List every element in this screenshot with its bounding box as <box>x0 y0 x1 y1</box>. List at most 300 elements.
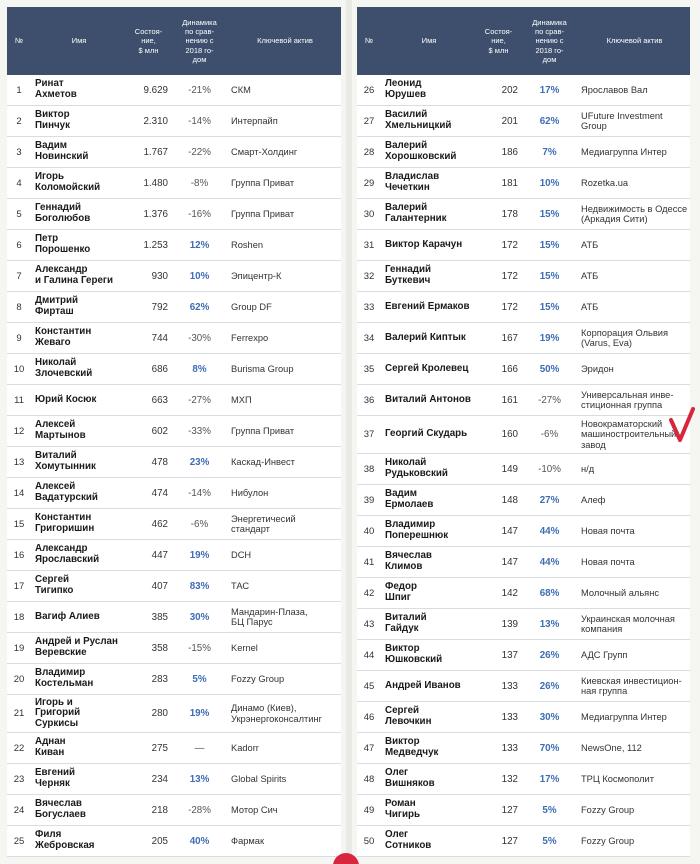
asset-cell: Fozzy Group <box>231 673 285 684</box>
name-cell: Вадим Ермолаев <box>385 488 434 510</box>
asset-cell: Киевская инвестицион- ная группа <box>581 675 682 696</box>
name-cell: Владимир Поперешнюк <box>385 519 449 541</box>
asset-cell: Молочный альянс <box>581 587 660 598</box>
asset-cell: АТБ <box>581 301 599 312</box>
table-row <box>7 826 341 857</box>
change-cell: 5% <box>192 673 207 685</box>
name-cell: Игорь Коломойский <box>35 171 101 193</box>
change-cell: 44% <box>539 525 560 537</box>
change-cell: -28% <box>188 804 211 816</box>
rank-cell: 3 <box>16 146 22 158</box>
wealth-cell: 149 <box>501 463 518 475</box>
column-divider <box>346 0 352 864</box>
name-cell: Валерий Хорошковский <box>385 140 457 162</box>
rank-cell: 47 <box>363 742 375 754</box>
table-row <box>357 454 690 485</box>
name-cell: Андрей и Руслан Веревские <box>35 636 118 658</box>
wealth-cell: 127 <box>501 835 518 847</box>
table-row <box>7 385 341 416</box>
change-cell: 23% <box>189 456 210 468</box>
name-cell: Василий Хмельницкий <box>385 109 452 131</box>
wealth-cell: 9.629 <box>143 84 168 96</box>
rank-cell: 2 <box>16 115 22 127</box>
rank-cell: 45 <box>363 680 375 692</box>
rank-cell: 27 <box>363 115 375 127</box>
asset-cell: Нибулон <box>231 487 269 498</box>
change-cell: 62% <box>539 115 560 127</box>
rank-cell: 21 <box>13 708 25 719</box>
header-dynamics: Динамика по срав- нению с 2018 го- дом <box>182 17 217 65</box>
asset-cell: Новая почта <box>581 525 635 536</box>
wealth-cell: 686 <box>151 363 168 375</box>
asset-cell: Эпицентр-К <box>231 270 282 281</box>
rank-cell: 12 <box>13 425 25 437</box>
header-wealth: Состоя- ние, $ млн <box>484 26 513 55</box>
name-cell: Евгений Ермаков <box>385 300 470 312</box>
wealth-cell: 137 <box>501 649 518 661</box>
asset-cell: Burisma Group <box>231 363 294 374</box>
change-cell: -22% <box>188 146 211 158</box>
change-cell: 15% <box>539 270 560 282</box>
table-row <box>357 609 690 640</box>
change-cell: 26% <box>539 680 560 692</box>
table-row <box>7 695 341 733</box>
change-cell: 70% <box>539 742 560 754</box>
rank-cell: 17 <box>13 580 25 592</box>
change-cell: — <box>194 742 205 754</box>
wealth-cell: 1.376 <box>143 208 168 220</box>
table-row <box>7 633 341 664</box>
rank-cell: 37 <box>363 429 375 440</box>
name-cell: Петр Порошенко <box>35 233 91 255</box>
rank-cell: 49 <box>363 804 375 816</box>
change-cell: -27% <box>538 394 561 406</box>
change-cell: -10% <box>538 463 561 475</box>
wealth-cell: 930 <box>151 270 168 282</box>
wealth-cell: 218 <box>151 804 168 816</box>
asset-cell: Fozzy Group <box>581 835 635 846</box>
name-cell: Вадим Новинский <box>35 140 89 162</box>
wealth-cell: 474 <box>151 487 168 499</box>
table-row <box>357 640 690 671</box>
change-cell: 17% <box>539 773 560 785</box>
asset-cell: Универсальная инве- стиционная группа <box>581 389 674 410</box>
asset-cell: АТБ <box>581 239 599 250</box>
rank-cell: 10 <box>13 363 25 375</box>
change-cell: -6% <box>190 518 209 530</box>
rank-cell: 43 <box>363 618 375 630</box>
name-cell: Геннадий Боголюбов <box>35 202 91 224</box>
change-cell: 15% <box>539 301 560 313</box>
name-cell: Аднан Киван <box>35 736 66 758</box>
name-cell: Геннадий Буткевич <box>385 264 432 286</box>
wealth-cell: 178 <box>501 208 518 220</box>
header-num: № <box>364 36 374 46</box>
name-cell: Алексей Вадатурский <box>35 481 98 503</box>
rank-cell: 50 <box>363 835 375 847</box>
asset-cell: СКМ <box>231 84 251 95</box>
table-row <box>357 106 690 137</box>
asset-cell: Group DF <box>231 301 272 312</box>
name-cell: Олег Вишняков <box>385 767 435 789</box>
rank-cell: 15 <box>13 518 25 530</box>
table-row <box>7 106 341 137</box>
wealth-cell: 663 <box>151 394 168 406</box>
table-row <box>7 168 341 199</box>
change-cell: -21% <box>188 84 211 96</box>
table-row <box>7 323 341 354</box>
asset-cell: Украинская молочная компания <box>581 613 675 634</box>
name-cell: Виктор Медведчук <box>385 736 439 758</box>
header-name: Имя <box>71 36 87 46</box>
rank-cell: 11 <box>14 394 24 406</box>
wealth-cell: 358 <box>151 642 168 654</box>
name-cell: Олег Сотников <box>385 829 432 851</box>
table-header <box>357 7 690 75</box>
name-cell: Сергей Левочкин <box>385 705 432 727</box>
asset-cell: ТАС <box>231 580 250 591</box>
asset-cell: Новая почта <box>581 556 635 567</box>
change-cell: 30% <box>539 711 560 723</box>
table-row <box>357 671 690 702</box>
change-cell: 17% <box>539 84 560 96</box>
table-row <box>7 795 341 826</box>
table-row <box>357 199 690 230</box>
asset-cell: Ferrexpo <box>231 332 269 343</box>
rank-cell: 26 <box>363 84 375 96</box>
change-cell: 19% <box>539 332 560 344</box>
change-cell: -27% <box>188 394 211 406</box>
change-cell: 19% <box>189 708 210 719</box>
rank-cell: 6 <box>16 239 22 251</box>
rank-cell: 20 <box>13 673 25 685</box>
header-asset: Ключевой актив <box>606 36 663 46</box>
rank-cell: 44 <box>363 649 375 661</box>
change-cell: -33% <box>188 425 211 437</box>
name-cell: Виталий Гайдук <box>385 612 427 634</box>
change-cell: 15% <box>539 239 560 251</box>
table-header <box>7 7 341 75</box>
rank-cell: 24 <box>13 804 25 816</box>
rank-cell: 35 <box>363 363 375 375</box>
header-dynamics: Динамика по срав- нению с 2018 го- дом <box>532 17 567 65</box>
table-row <box>357 485 690 516</box>
table-row <box>7 292 341 323</box>
table-row <box>357 385 690 416</box>
asset-cell: Global Spirits <box>231 773 287 784</box>
wealth-cell: 133 <box>501 680 518 692</box>
rank-cell: 8 <box>16 301 22 313</box>
wealth-cell: 172 <box>501 301 518 313</box>
rank-cell: 31 <box>363 239 375 251</box>
wealth-cell: 147 <box>501 525 518 537</box>
wealth-cell: 385 <box>151 611 168 623</box>
change-cell: 26% <box>539 649 560 661</box>
table-row <box>7 137 341 168</box>
header-name: Имя <box>421 36 437 46</box>
table-row <box>7 478 341 509</box>
rank-cell: 30 <box>363 208 375 220</box>
rank-cell: 1 <box>16 84 22 96</box>
wealth-cell: 147 <box>501 556 518 568</box>
rank-cell: 22 <box>13 742 25 754</box>
rank-cell: 14 <box>13 487 25 499</box>
rank-cell: 33 <box>363 301 375 313</box>
name-cell: Юрий Косюк <box>35 393 97 405</box>
table-row <box>7 447 341 478</box>
asset-cell: Мандарин-Плаза, БЦ Парус <box>231 606 308 627</box>
table-row <box>7 416 341 447</box>
rank-cell: 19 <box>13 642 25 654</box>
change-cell: 83% <box>189 580 210 592</box>
name-cell: Евгений Черняк <box>35 767 76 789</box>
table-body <box>357 75 690 857</box>
change-cell: -6% <box>540 429 559 440</box>
wealth-cell: 202 <box>501 84 518 96</box>
rank-cell: 32 <box>363 270 375 282</box>
table-row <box>357 168 690 199</box>
rank-cell: 40 <box>363 525 375 537</box>
change-cell: 50% <box>539 363 560 375</box>
asset-cell: Алеф <box>581 494 606 505</box>
name-cell: Вячеслав Климов <box>385 550 432 572</box>
asset-cell: Энергетичесий стандарт <box>231 513 296 534</box>
rank-cell: 39 <box>363 494 375 506</box>
table-row <box>357 702 690 733</box>
rank-cell: 4 <box>16 177 22 189</box>
name-cell: Вагиф Алиев <box>35 610 100 622</box>
asset-cell: Интерпайп <box>231 115 278 126</box>
change-cell: 8% <box>192 363 207 375</box>
name-cell: Владимир Костельман <box>35 667 94 689</box>
wealth-cell: 2.310 <box>143 115 168 127</box>
name-cell: Виктор Пинчук <box>35 109 71 131</box>
asset-cell: NewsOne, 112 <box>581 742 642 753</box>
change-cell: 30% <box>189 611 210 623</box>
asset-cell: Медиагруппа Интер <box>581 711 667 722</box>
change-cell: 68% <box>539 587 560 599</box>
rank-cell: 46 <box>363 711 375 723</box>
wealth-cell: 205 <box>151 835 168 847</box>
rank-cell: 41 <box>363 556 375 568</box>
wealth-cell: 172 <box>501 270 518 282</box>
name-cell: Филя Жебровская <box>35 829 95 851</box>
table-row <box>357 764 690 795</box>
table-row <box>7 571 341 602</box>
wealth-cell: 160 <box>501 429 518 440</box>
change-cell: 44% <box>539 556 560 568</box>
name-cell: Андрей Иванов <box>385 679 461 691</box>
asset-cell: Rozetka.ua <box>581 177 629 188</box>
table-row <box>7 354 341 385</box>
change-cell: 10% <box>189 270 210 282</box>
header-num: № <box>14 36 24 46</box>
wealth-cell: 132 <box>501 773 518 785</box>
rank-cell: 42 <box>363 587 375 599</box>
change-cell: -15% <box>188 642 211 654</box>
rich-list-table-left <box>7 7 341 857</box>
change-cell: 13% <box>189 773 210 785</box>
rank-cell: 25 <box>13 835 25 847</box>
table-row <box>7 664 341 695</box>
asset-cell: Каскад-Инвест <box>231 456 295 467</box>
wealth-cell: 186 <box>501 146 518 158</box>
name-cell: Виктор Юшковский <box>385 643 443 665</box>
name-cell: Николай Рудьковский <box>385 457 448 479</box>
table-row <box>357 323 690 354</box>
asset-cell: DCH <box>231 549 252 560</box>
asset-cell: Эридон <box>581 363 614 374</box>
name-cell: Александр и Галина Гереги <box>35 264 113 286</box>
name-cell: Виталий Антонов <box>385 393 471 405</box>
wealth-cell: 280 <box>151 708 168 719</box>
change-cell: -16% <box>188 208 211 220</box>
rank-cell: 48 <box>363 773 375 785</box>
rank-cell: 23 <box>13 773 25 785</box>
name-cell: Николай Злочевский <box>35 357 93 379</box>
rank-cell: 13 <box>13 456 25 468</box>
asset-cell: Недвижимость в Одессе (Аркадия Сити) <box>581 203 688 224</box>
wealth-cell: 167 <box>501 332 518 344</box>
asset-cell: Фармак <box>231 835 265 846</box>
table-row <box>357 230 690 261</box>
wealth-cell: 148 <box>501 494 518 506</box>
table-row <box>357 416 690 454</box>
table-row <box>7 602 341 633</box>
name-cell: Ринат Ахметов <box>35 78 77 100</box>
header-wealth: Состоя- ние, $ млн <box>134 26 163 55</box>
table-row <box>357 547 690 578</box>
asset-cell: Fozzy Group <box>581 804 635 815</box>
rank-cell: 16 <box>13 549 25 561</box>
table-row <box>357 795 690 826</box>
asset-cell: Группа Приват <box>231 208 295 219</box>
wealth-cell: 181 <box>501 177 518 189</box>
rank-cell: 29 <box>363 177 375 189</box>
wealth-cell: 447 <box>151 549 168 561</box>
table-row <box>7 764 341 795</box>
table-row <box>7 199 341 230</box>
asset-cell: Группа Приват <box>231 425 295 436</box>
change-cell: -8% <box>190 177 209 189</box>
wealth-cell: 127 <box>501 804 518 816</box>
table-row <box>357 137 690 168</box>
rank-cell: 7 <box>16 270 22 282</box>
name-cell: Валерий Галантерник <box>385 202 447 224</box>
asset-cell: ТРЦ Космополит <box>581 773 655 784</box>
name-cell: Георгий Скударь <box>385 428 468 440</box>
table-row <box>357 516 690 547</box>
change-cell: 10% <box>539 177 560 189</box>
table-row <box>357 354 690 385</box>
wealth-cell: 602 <box>151 425 168 437</box>
name-cell: Дмитрий Фирташ <box>35 295 79 317</box>
asset-cell: АДС Групп <box>581 649 628 660</box>
wealth-cell: 172 <box>501 239 518 251</box>
wealth-cell: 166 <box>501 363 518 375</box>
asset-cell: Медиагруппа Интер <box>581 146 667 157</box>
name-cell: Роман Чигирь <box>385 798 421 820</box>
rank-cell: 5 <box>16 208 22 220</box>
wealth-cell: 1.253 <box>143 239 168 251</box>
wealth-cell: 133 <box>501 742 518 754</box>
change-cell: 62% <box>189 301 210 313</box>
rank-cell: 38 <box>363 463 375 475</box>
rank-cell: 18 <box>13 611 25 623</box>
name-cell: Виктор Карачун <box>385 238 463 250</box>
name-cell: Федор Шпиг <box>385 581 417 603</box>
change-cell: 19% <box>189 549 210 561</box>
table-body <box>7 75 341 857</box>
change-cell: 27% <box>539 494 560 506</box>
wealth-cell: 142 <box>501 587 518 599</box>
asset-cell: МХП <box>231 394 252 405</box>
wealth-cell: 1.480 <box>143 177 168 189</box>
name-cell: Виталий Хомутынник <box>35 450 96 472</box>
table-row <box>357 261 690 292</box>
table-row <box>7 733 341 764</box>
asset-cell: н/д <box>581 463 595 474</box>
asset-cell: Kadorr <box>231 742 259 753</box>
asset-cell: Kernel <box>231 642 258 653</box>
wealth-cell: 478 <box>151 456 168 468</box>
table-row <box>357 733 690 764</box>
asset-cell: UFuture Investment Group <box>581 110 663 131</box>
rich-list-table-right <box>357 7 690 857</box>
asset-cell: Мотор Сич <box>231 804 278 815</box>
table-row <box>357 75 690 106</box>
name-cell: Константин Григоришин <box>35 512 95 534</box>
table-row <box>357 578 690 609</box>
table-row <box>7 261 341 292</box>
name-cell: Владислав Чечеткин <box>385 171 440 193</box>
name-cell: Константин Жеваго <box>35 326 92 348</box>
rank-cell: 36 <box>363 394 375 406</box>
change-cell: -14% <box>188 487 211 499</box>
change-cell: -14% <box>188 115 211 127</box>
wealth-cell: 275 <box>151 742 168 754</box>
table-row <box>7 540 341 571</box>
wealth-cell: 234 <box>151 773 168 785</box>
wealth-cell: 792 <box>151 301 168 313</box>
change-cell: 5% <box>542 835 557 847</box>
name-cell: Леонид Юрушев <box>385 78 427 100</box>
name-cell: Сергей Тигипко <box>35 574 74 596</box>
name-cell: Алексей Мартынов <box>35 419 86 441</box>
change-cell: 5% <box>542 804 557 816</box>
name-cell: Александр Ярославский <box>35 543 100 565</box>
rank-cell: 28 <box>363 146 375 158</box>
asset-cell: Ярославов Вал <box>581 84 648 95</box>
wealth-cell: 139 <box>501 618 518 630</box>
change-cell: 12% <box>189 239 210 251</box>
change-cell: 40% <box>189 835 210 847</box>
wealth-cell: 744 <box>151 332 168 344</box>
rank-cell: 34 <box>363 332 375 344</box>
red-checkmark-annotation <box>668 406 696 446</box>
wealth-cell: 407 <box>151 580 168 592</box>
name-cell: Вячеслав Богуслаев <box>35 798 86 820</box>
change-cell: 7% <box>542 146 557 158</box>
wealth-cell: 161 <box>501 394 518 406</box>
asset-cell: Корпорация Ольвия (Varus, Eva) <box>581 327 668 348</box>
name-cell: Сергей Кролевец <box>385 362 469 374</box>
wealth-cell: 283 <box>151 673 168 685</box>
change-cell: -30% <box>188 332 211 344</box>
table-row <box>357 292 690 323</box>
asset-cell: Смарт-Холдинг <box>231 146 298 157</box>
wealth-cell: 462 <box>151 518 168 530</box>
